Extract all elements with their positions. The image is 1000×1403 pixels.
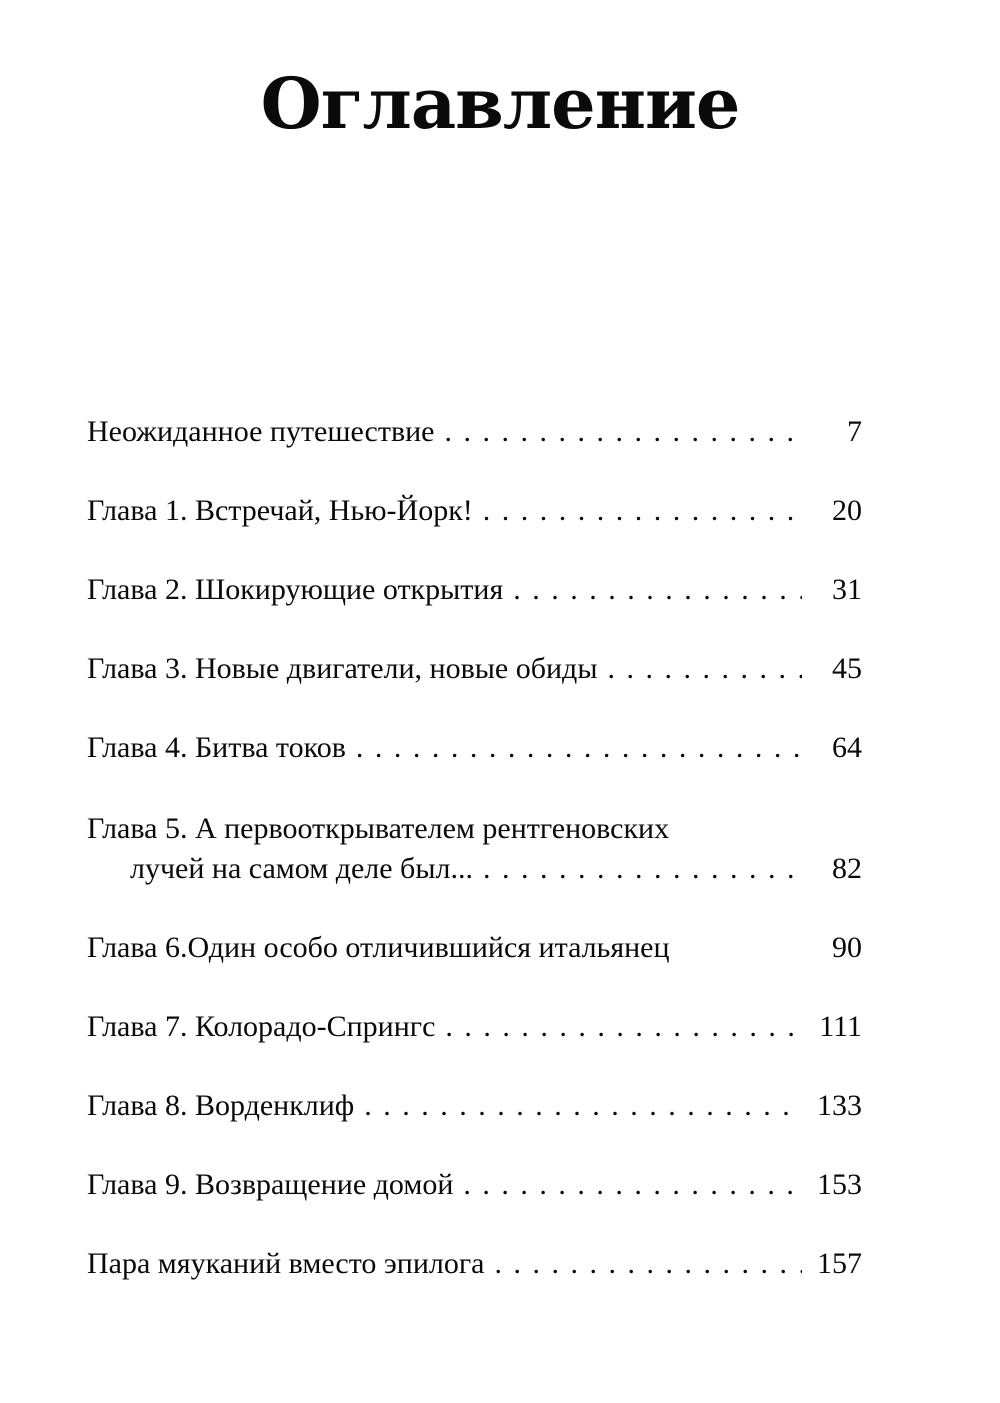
toc-entry[interactable] (87, 412, 862, 456)
dot-leader (435, 412, 803, 452)
toc-entry-page: 31 (832, 573, 862, 606)
toc-entry[interactable] (87, 491, 862, 535)
toc-entry-title: Глава 8. Ворденклиф (87, 1089, 355, 1122)
dot-leader (346, 728, 802, 768)
toc-entry[interactable] (87, 728, 862, 772)
toc-entry-title: Глава 9. Возвращение домой (87, 1168, 454, 1201)
toc-entry[interactable] (87, 928, 862, 972)
page-title: Оглавление (260, 62, 740, 145)
dot-leader (453, 1165, 802, 1205)
toc-entry-page: 111 (819, 1010, 862, 1043)
toc-entry[interactable] (87, 1007, 862, 1051)
toc-entry-page: 64 (832, 731, 862, 764)
toc-entry-title: лучей на самом деле был... (130, 852, 473, 885)
toc-entry-page: 90 (832, 931, 862, 964)
dot-leader (485, 1244, 803, 1284)
toc-entry[interactable] (87, 649, 862, 693)
toc-entry-title: Глава 4. Битва токов (87, 731, 346, 764)
toc-entry-page: 20 (832, 494, 862, 527)
toc-entry[interactable] (87, 1165, 862, 1209)
toc-entry-page: 153 (817, 1168, 862, 1201)
dot-leader (503, 570, 802, 610)
toc-entry-title-line1: Глава 5. А первооткрывателем рентгеновских (87, 812, 670, 845)
toc-entry-page: 157 (817, 1247, 862, 1280)
toc-entry-title: Глава 3. Новые двигатели, новые обиды (87, 652, 598, 685)
toc-entry[interactable] (87, 809, 862, 893)
toc-entry-title: Пара мяуканий вместо эпилога (87, 1247, 485, 1280)
dot-leader (597, 649, 802, 689)
toc-entry-title: Неожиданное путешествие (87, 415, 435, 448)
toc-entry[interactable] (87, 1086, 862, 1130)
toc-entry[interactable] (87, 1244, 862, 1288)
dot-leader (354, 1086, 802, 1126)
toc-entry-page: 7 (847, 415, 862, 448)
toc-entry-page: 133 (817, 1089, 862, 1122)
toc-entry-title: Глава 6.Один особо отличившийся итальянец (87, 931, 670, 964)
toc-entry-title: Глава 2. Шокирующие открытия (87, 573, 504, 606)
toc-entry-title: Глава 1. Встречай, Нью-Йорк! (87, 494, 473, 527)
toc-entry-page: 82 (832, 852, 862, 885)
toc-entry-title: Глава 7. Колорадо-Спрингс (87, 1010, 436, 1043)
dot-leader (473, 491, 802, 531)
toc-entry[interactable] (87, 570, 862, 614)
dot-leader (473, 849, 802, 889)
dot-leader (435, 1007, 802, 1047)
toc-entry-page: 45 (832, 652, 862, 685)
